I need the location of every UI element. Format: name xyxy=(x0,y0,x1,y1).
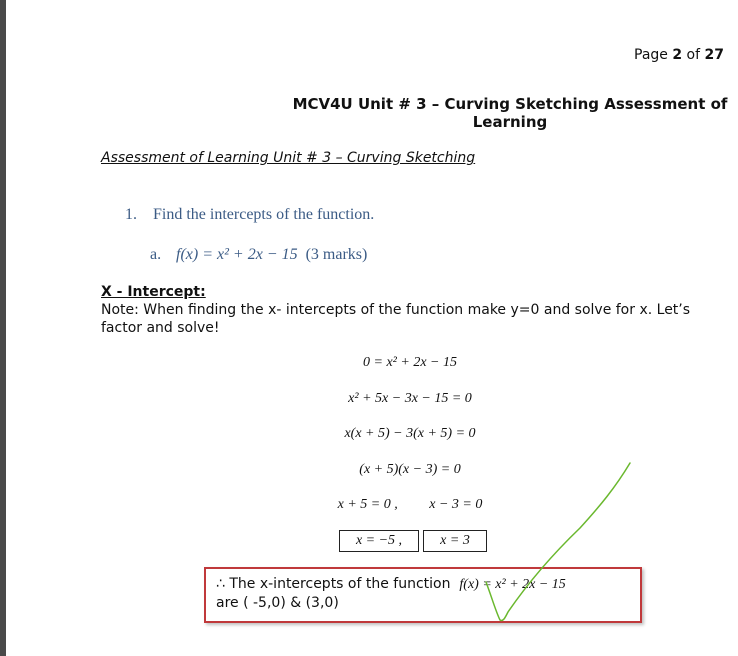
equation-step-3: x(x + 5) − 3(x + 5) = 0 xyxy=(344,426,476,441)
part-marks: (3 marks) xyxy=(305,246,368,263)
equation-step-2: x² + 5x − 3x − 15 = 0 xyxy=(348,391,472,406)
equation-step-5 xyxy=(260,497,560,513)
conclusion-line-2: are ( -5,0) & (3,0) xyxy=(216,595,339,611)
window-left-edge xyxy=(0,0,6,656)
step-right: x − 3 = 0 xyxy=(429,497,483,512)
x-intercept-heading: X - Intercept: xyxy=(101,284,206,300)
document-title: MCV4U Unit # 3 – Curving Sketching Assessment of Learning xyxy=(292,95,728,131)
conclusion-function: f(x) = x² + 2x − 15 xyxy=(459,577,566,592)
part-function: f(x) = x² + 2x − 15 xyxy=(176,246,298,263)
total-pages: 27 xyxy=(704,47,724,63)
step-left: x + 5 = 0 , xyxy=(337,497,398,512)
conclusion-line-1: ∴ The x-intercepts of the function f(x) = x² + 2x − 15 xyxy=(216,576,566,592)
question-number: 1. xyxy=(125,206,137,223)
answer-box-2: x = 3 xyxy=(423,530,487,552)
question-part-a xyxy=(150,246,367,264)
section-subtitle: Assessment of Learning Unit # 3 – Curving Sketching xyxy=(101,150,476,166)
equation-step-1: 0 = x² + 2x − 15 xyxy=(363,355,457,370)
current-page: 2 xyxy=(672,47,683,63)
part-letter: a. xyxy=(150,246,162,263)
answer-box-1: x = −5 , xyxy=(339,530,419,552)
question-1 xyxy=(125,206,374,224)
question-text: Find the intercepts of the function. xyxy=(153,206,375,223)
page-indicator: Page 2 of 27 xyxy=(634,47,724,63)
conclusion-box xyxy=(204,567,642,623)
note-text: Note: When finding the x- intercepts of the function make y=0 and solve for x. Let’s factor and solve! xyxy=(101,302,691,336)
equation-step-4: (x + 5)(x − 3) = 0 xyxy=(359,462,461,477)
